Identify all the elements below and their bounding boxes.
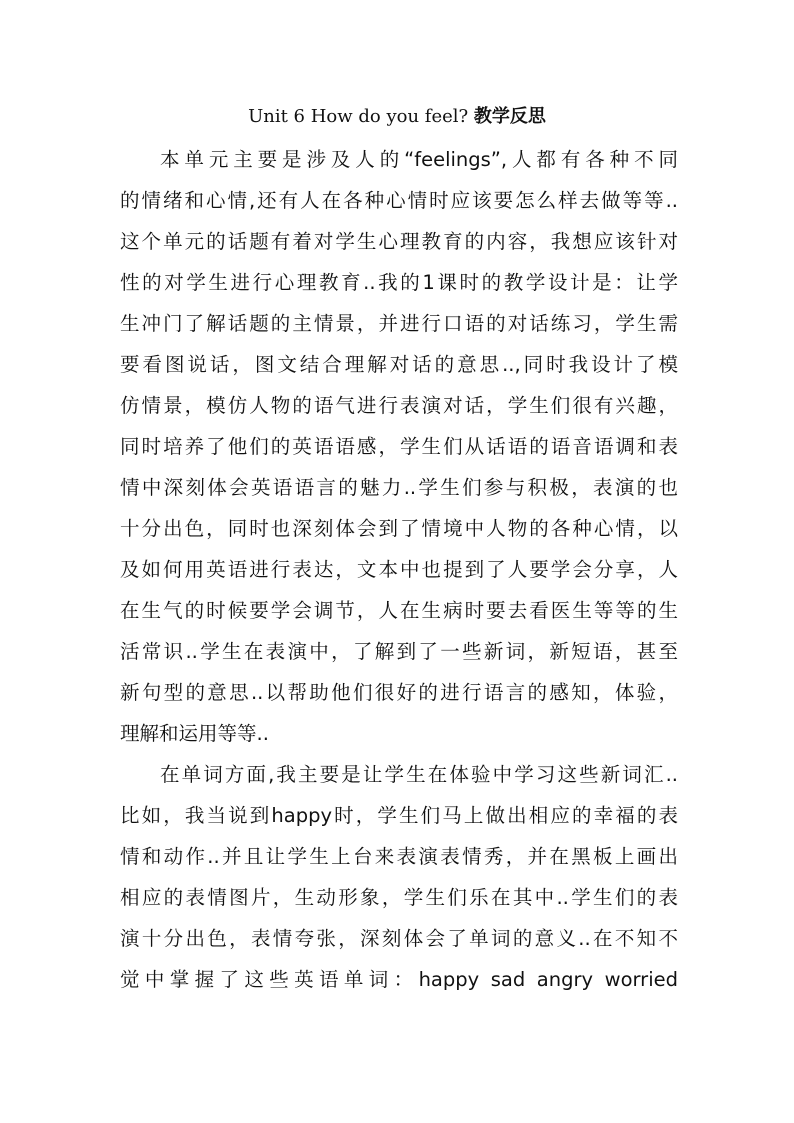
title-english: Unit 6 How do you feel?	[248, 106, 469, 127]
paragraph-line: 的情绪和心情,还有人在各种心情时应该要怎么样去做等等..	[120, 189, 678, 212]
paragraph-line: 性的对学生进行心理教育..我的1课时的教学设计是：让学	[120, 271, 678, 294]
paragraph-line: 仿情景，模仿人物的语气进行表演对话，学生们很有兴趣，	[120, 394, 678, 417]
paragraph-line: 演十分出色，表情夸张，深刻体会了单词的意义..在不知不	[120, 927, 678, 950]
title-chinese: 教学反思	[473, 106, 546, 127]
paragraph-line: 本单元主要是涉及人的“feelings”,人都有各种不同	[160, 148, 678, 171]
paragraph-line: 理解和运用等等..	[120, 722, 269, 745]
paragraph-line: 要看图说话，图文结合理解对话的意思..,同时我设计了模	[120, 353, 678, 376]
paragraph-line: 觉中掌握了这些英语单词：happy sad angry worried	[120, 968, 678, 991]
document-title	[0, 102, 794, 132]
paragraph-line: 新句型的意思..以帮助他们很好的进行语言的感知，体验，	[120, 681, 678, 704]
paragraph-line: 及如何用英语进行表达，文本中也提到了人要学会分享，人	[120, 558, 678, 581]
paragraph-line: 活常识..学生在表演中，了解到了一些新词，新短语，甚至	[120, 640, 678, 663]
paragraph-line: 比如，我当说到happy时，学生们马上做出相应的幸福的表	[120, 804, 678, 827]
paragraph-line: 这个单元的话题有着对学生心理教育的内容，我想应该针对	[120, 230, 678, 253]
paragraph-line: 十分出色，同时也深刻体会到了情境中人物的各种心情，以	[120, 517, 678, 540]
paragraph-line: 在单词方面,我主要是让学生在体验中学习这些新词汇..	[160, 763, 678, 786]
paragraph-line: 在生气的时候要学会调节，人在生病时要去看医生等等的生	[120, 599, 678, 622]
paragraph-line: 情和动作..并且让学生上台来表演表情秀，并在黑板上画出	[120, 845, 678, 868]
paragraph-line: 同时培养了他们的英语语感，学生们从话语的语音语调和表	[120, 435, 678, 458]
paragraph-line: 生冲门了解话题的主情景，并进行口语的对话练习，学生需	[120, 312, 678, 335]
paragraph-line: 情中深刻体会英语语言的魅力..学生们参与积极，表演的也	[120, 476, 678, 499]
paragraph-line: 相应的表情图片，生动形象，学生们乐在其中..学生们的表	[120, 886, 678, 909]
